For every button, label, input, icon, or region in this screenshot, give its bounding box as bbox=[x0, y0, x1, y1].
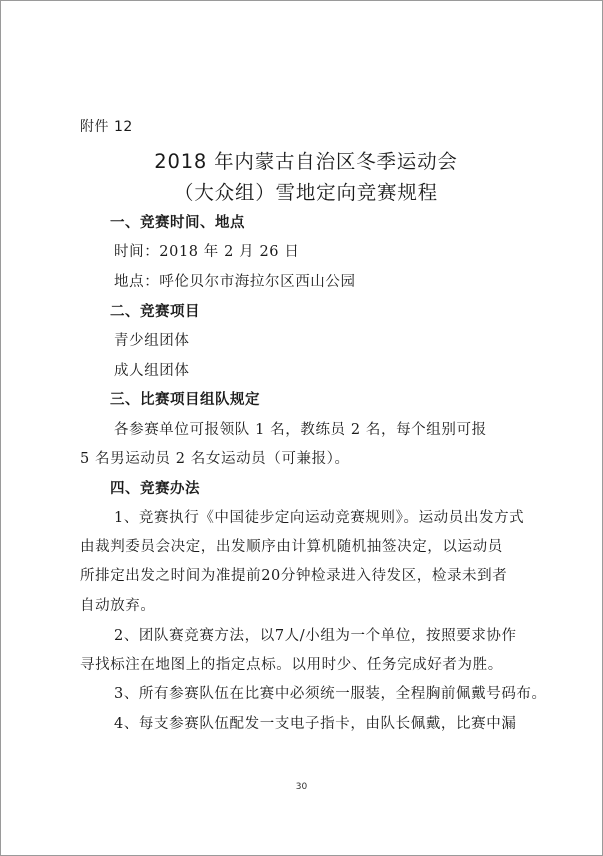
page-number: 30 bbox=[295, 782, 308, 792]
competition-time: 时间：2018 年 2 月 26 日 bbox=[114, 244, 300, 260]
document-title-line-2: （大众组）雪地定向竞赛规程 bbox=[174, 181, 438, 204]
team-rules-line-2: 5 名男运动员 2 名女运动员（可兼报）。 bbox=[80, 451, 350, 467]
section-1-heading: 一、竞赛时间、地点 bbox=[110, 215, 245, 231]
event-item-youth: 青少组团体 bbox=[114, 333, 190, 349]
method-1-line-4: 自动放弃。 bbox=[80, 598, 156, 614]
method-2-line-1: 2、团队赛竞赛方法，以7人/小组为一个单位，按照要求协作 bbox=[114, 628, 517, 644]
method-1-line-3: 所排定出发之时间为准提前20分钟检录进入待发区，检录未到者 bbox=[80, 568, 508, 584]
team-rules-line-1: 各参赛单位可报领队 1 名，教练员 2 名，每个组别可报 bbox=[114, 422, 487, 438]
competition-place: 地点：呼伦贝尔市海拉尔区西山公园 bbox=[114, 274, 356, 290]
section-2-heading: 二、竞赛项目 bbox=[110, 304, 200, 320]
event-item-adult: 成人组团体 bbox=[114, 363, 190, 379]
section-3-heading: 三、比赛项目组队规定 bbox=[110, 392, 260, 408]
method-2-line-2: 寻找标注在地图上的指定点标。以用时少、任务完成好者为胜。 bbox=[80, 657, 503, 673]
method-4-line-1: 4、每支参赛队伍配发一支电子指卡，由队长佩戴，比赛中漏 bbox=[114, 716, 517, 732]
method-1-line-1: 1、竞赛执行《中国徒步定向运动竞赛规则》。运动员出发方式 bbox=[114, 510, 525, 526]
document-title-line-1: 2018 年内蒙古自治区冬季运动会 bbox=[154, 150, 458, 173]
attachment-label: 附件 12 bbox=[80, 119, 133, 135]
section-4-heading: 四、竞赛办法 bbox=[110, 481, 200, 497]
method-1-line-2: 由裁判委员会决定，出发顺序由计算机随机抽签决定，以运动员 bbox=[80, 539, 503, 555]
method-3-line-1: 3、所有参赛队伍在比赛中必须统一服装，全程胸前佩戴号码布。 bbox=[114, 686, 547, 702]
